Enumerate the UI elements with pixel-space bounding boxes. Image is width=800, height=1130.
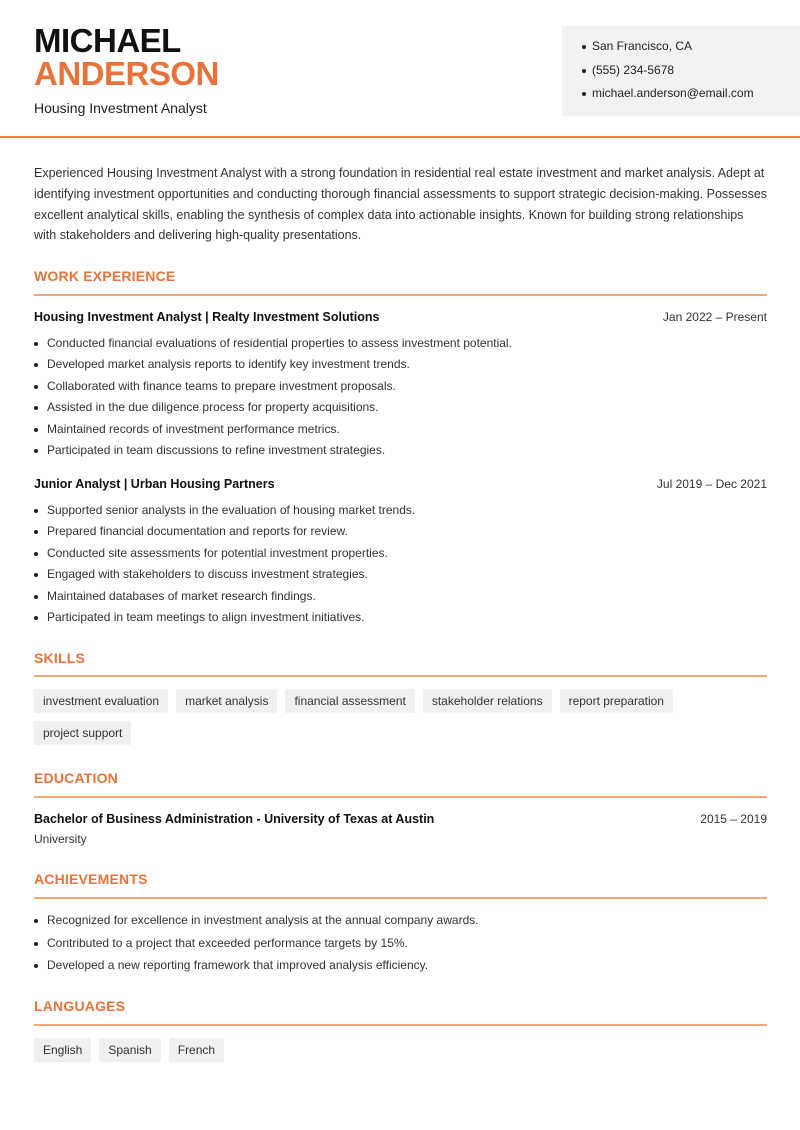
list-item: Participated in team discussions to refine investment strategies. bbox=[34, 443, 767, 464]
list-item: Supported senior analysts in the evaluation of housing market trends. bbox=[34, 503, 767, 524]
list-item: Recognized for excellence in investment analysis at the annual company awards. bbox=[34, 913, 767, 936]
list-item: Participated in team meetings to align investment initiatives. bbox=[34, 610, 767, 631]
skill-chip: report preparation bbox=[560, 689, 673, 713]
list-item: Maintained records of investment performance metrics. bbox=[34, 422, 767, 443]
phone-text: (555) 234-5678 bbox=[592, 62, 675, 77]
contact-box bbox=[562, 26, 800, 116]
job-role: Housing Investment Analyst | Realty Investment Solutions bbox=[34, 310, 380, 324]
section-title-skills: SKILLS bbox=[34, 650, 85, 666]
skill-chip: financial assessment bbox=[285, 689, 414, 713]
bullet-icon bbox=[34, 964, 38, 968]
skill-chip: market analysis bbox=[176, 689, 277, 713]
bullet-icon bbox=[34, 363, 38, 367]
email-text: michael.anderson@email.com bbox=[592, 86, 754, 100]
section-divider bbox=[34, 294, 767, 296]
resume-header bbox=[0, 0, 800, 138]
languages-list bbox=[34, 1038, 767, 1062]
section-divider bbox=[34, 897, 767, 899]
bullet-icon bbox=[582, 92, 586, 96]
section-divider bbox=[34, 796, 767, 798]
section-title-languages: LANGUAGES bbox=[34, 998, 126, 1014]
bullet-icon bbox=[34, 616, 38, 620]
list-item: Prepared financial documentation and reports for review. bbox=[34, 524, 767, 545]
job-dates: Jul 2019 – Dec 2021 bbox=[656, 477, 767, 491]
first-name: MICHAEL bbox=[34, 22, 181, 59]
education-header bbox=[34, 812, 767, 826]
bullet-icon bbox=[34, 509, 38, 513]
job-bullets bbox=[34, 503, 767, 631]
section-title-education: EDUCATION bbox=[34, 770, 118, 786]
list-item: Conducted site assessments for potential investment properties. bbox=[34, 546, 767, 567]
list-item: Conducted financial evaluations of residential properties to assess investment potential. bbox=[34, 336, 767, 357]
section-title-achievements: ACHIEVEMENTS bbox=[34, 871, 148, 887]
bullet-icon bbox=[34, 530, 38, 534]
section-title-work: WORK EXPERIENCE bbox=[34, 268, 176, 284]
bullet-icon bbox=[34, 406, 38, 410]
list-item: Developed market analysis reports to identify key investment trends. bbox=[34, 357, 767, 378]
list-item: Engaged with stakeholders to discuss investment strategies. bbox=[34, 567, 767, 588]
list-item: Contributed to a project that exceeded performance targets by 15%. bbox=[34, 936, 767, 959]
contact-location bbox=[582, 39, 800, 63]
language-chip: French bbox=[169, 1038, 224, 1062]
section-divider bbox=[34, 675, 767, 677]
job-role: Junior Analyst | Urban Housing Partners bbox=[34, 477, 275, 491]
skill-chip: project support bbox=[34, 721, 131, 745]
skill-chip: investment evaluation bbox=[34, 689, 168, 713]
bullet-icon bbox=[34, 342, 38, 346]
bullet-icon bbox=[582, 69, 586, 73]
contact-phone bbox=[582, 63, 800, 87]
section-divider bbox=[34, 1024, 767, 1026]
bullet-icon bbox=[582, 45, 586, 49]
education-dates: 2015 – 2019 bbox=[700, 812, 767, 826]
list-item: Collaborated with finance teams to prepare investment proposals. bbox=[34, 379, 767, 400]
degree: Bachelor of Business Administration - University of Texas at Austin bbox=[34, 812, 435, 826]
education-type: University bbox=[34, 832, 87, 846]
job-title: Housing Investment Analyst bbox=[34, 100, 207, 116]
bullet-icon bbox=[34, 449, 38, 453]
job-dates: Jan 2022 – Present bbox=[662, 310, 767, 324]
job-header bbox=[34, 310, 767, 324]
bullet-icon bbox=[34, 595, 38, 599]
bullet-icon bbox=[34, 428, 38, 432]
bullet-icon bbox=[34, 573, 38, 577]
achievements-list bbox=[34, 913, 767, 981]
bullet-icon bbox=[34, 385, 38, 389]
skills-list bbox=[34, 689, 767, 745]
location-text: San Francisco, CA bbox=[592, 39, 693, 53]
bullet-icon bbox=[34, 919, 38, 923]
contact-email bbox=[582, 86, 800, 110]
language-chip: English bbox=[34, 1038, 91, 1062]
last-name: ANDERSON bbox=[34, 55, 219, 92]
list-item: Developed a new reporting framework that improved analysis efficiency. bbox=[34, 958, 767, 981]
bullet-icon bbox=[34, 552, 38, 556]
job-header bbox=[34, 477, 767, 491]
list-item: Maintained databases of market research findings. bbox=[34, 589, 767, 610]
bullet-icon bbox=[34, 942, 38, 946]
job-bullets bbox=[34, 336, 767, 464]
summary: Experienced Housing Investment Analyst with a strong foundation in residential real estate investment and market analysis. Adept at identifying investment opportunities and conducting thorough financial assessments to support strategic decision-making. Possesses excellent analytical skills, enabling the synthesis of complex data into actionable insights. Known for building strong relationships with stakeholders and delivering high-quality presentations. bbox=[34, 166, 768, 243]
skill-chip: stakeholder relations bbox=[423, 689, 552, 713]
language-chip: Spanish bbox=[99, 1038, 160, 1062]
list-item: Assisted in the due diligence process for property acquisitions. bbox=[34, 400, 767, 421]
